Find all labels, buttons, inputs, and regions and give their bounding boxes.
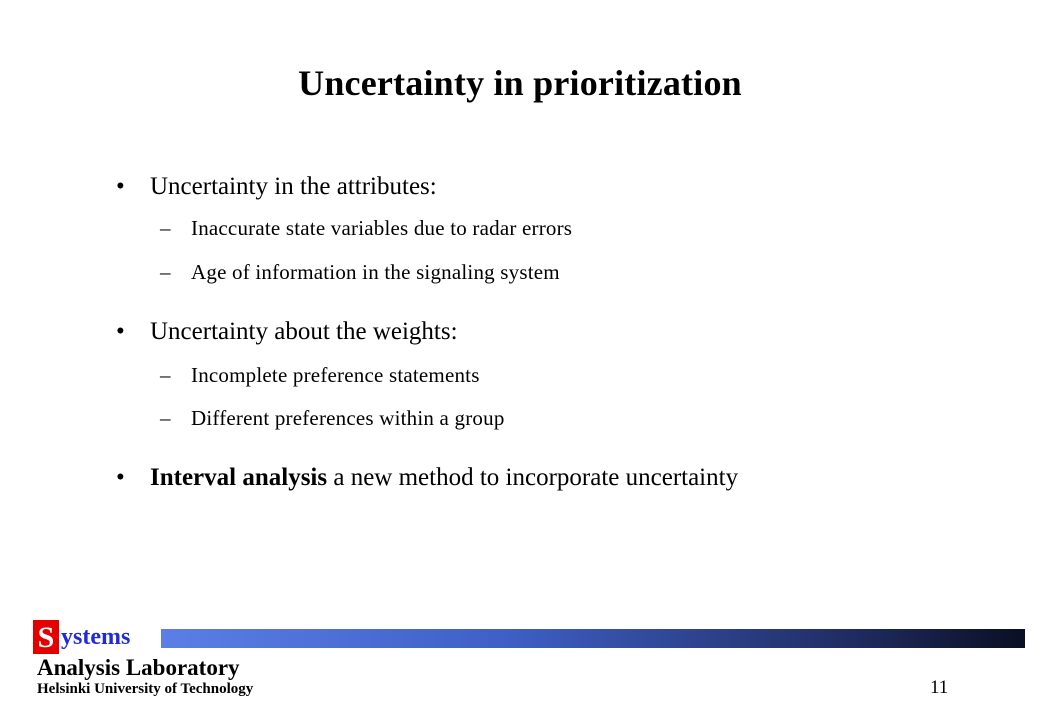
bullet-item-attributes bbox=[116, 172, 437, 202]
logo-ystems-text: ystems bbox=[61, 624, 131, 650]
subitem-radar-errors bbox=[160, 215, 572, 241]
slide-title: Uncertainty in prioritization bbox=[298, 63, 742, 103]
bullet-item-weights bbox=[116, 317, 458, 347]
logo-university-name: Helsinki University of Technology bbox=[37, 681, 254, 697]
page-number: 11 bbox=[930, 677, 949, 698]
subitem-text: Incomplete preference statements bbox=[191, 363, 480, 387]
logo-lab-name: Analysis Laboratory bbox=[37, 655, 240, 680]
bullet-marker: • bbox=[116, 464, 125, 491]
bullet-marker: • bbox=[116, 318, 125, 345]
dash-marker: – bbox=[160, 216, 171, 240]
bullet-text: Uncertainty about the weights: bbox=[150, 318, 458, 345]
bullet-text: a new method to incorporate uncertainty bbox=[327, 464, 739, 491]
dash-marker: – bbox=[160, 260, 171, 284]
bullet-bold-text: Interval analysis bbox=[150, 464, 328, 491]
dash-marker: – bbox=[160, 406, 171, 430]
subitem-incomplete-preferences bbox=[160, 362, 480, 388]
subitem-text: Different preferences within a group bbox=[191, 406, 505, 430]
dash-marker: – bbox=[160, 363, 171, 387]
bullet-item-interval-analysis bbox=[116, 463, 738, 493]
subitem-text: Inaccurate state variables due to radar errors bbox=[191, 216, 573, 240]
logo-s-letter: S bbox=[33, 620, 59, 654]
subitem-age-of-information bbox=[160, 259, 560, 285]
subitem-text: Age of information in the signaling system bbox=[191, 260, 560, 284]
footer-gradient-bar bbox=[161, 629, 1025, 648]
bullet-marker: • bbox=[116, 173, 125, 200]
subitem-group-preferences bbox=[160, 405, 505, 431]
bullet-text: Uncertainty in the attributes: bbox=[150, 173, 437, 200]
